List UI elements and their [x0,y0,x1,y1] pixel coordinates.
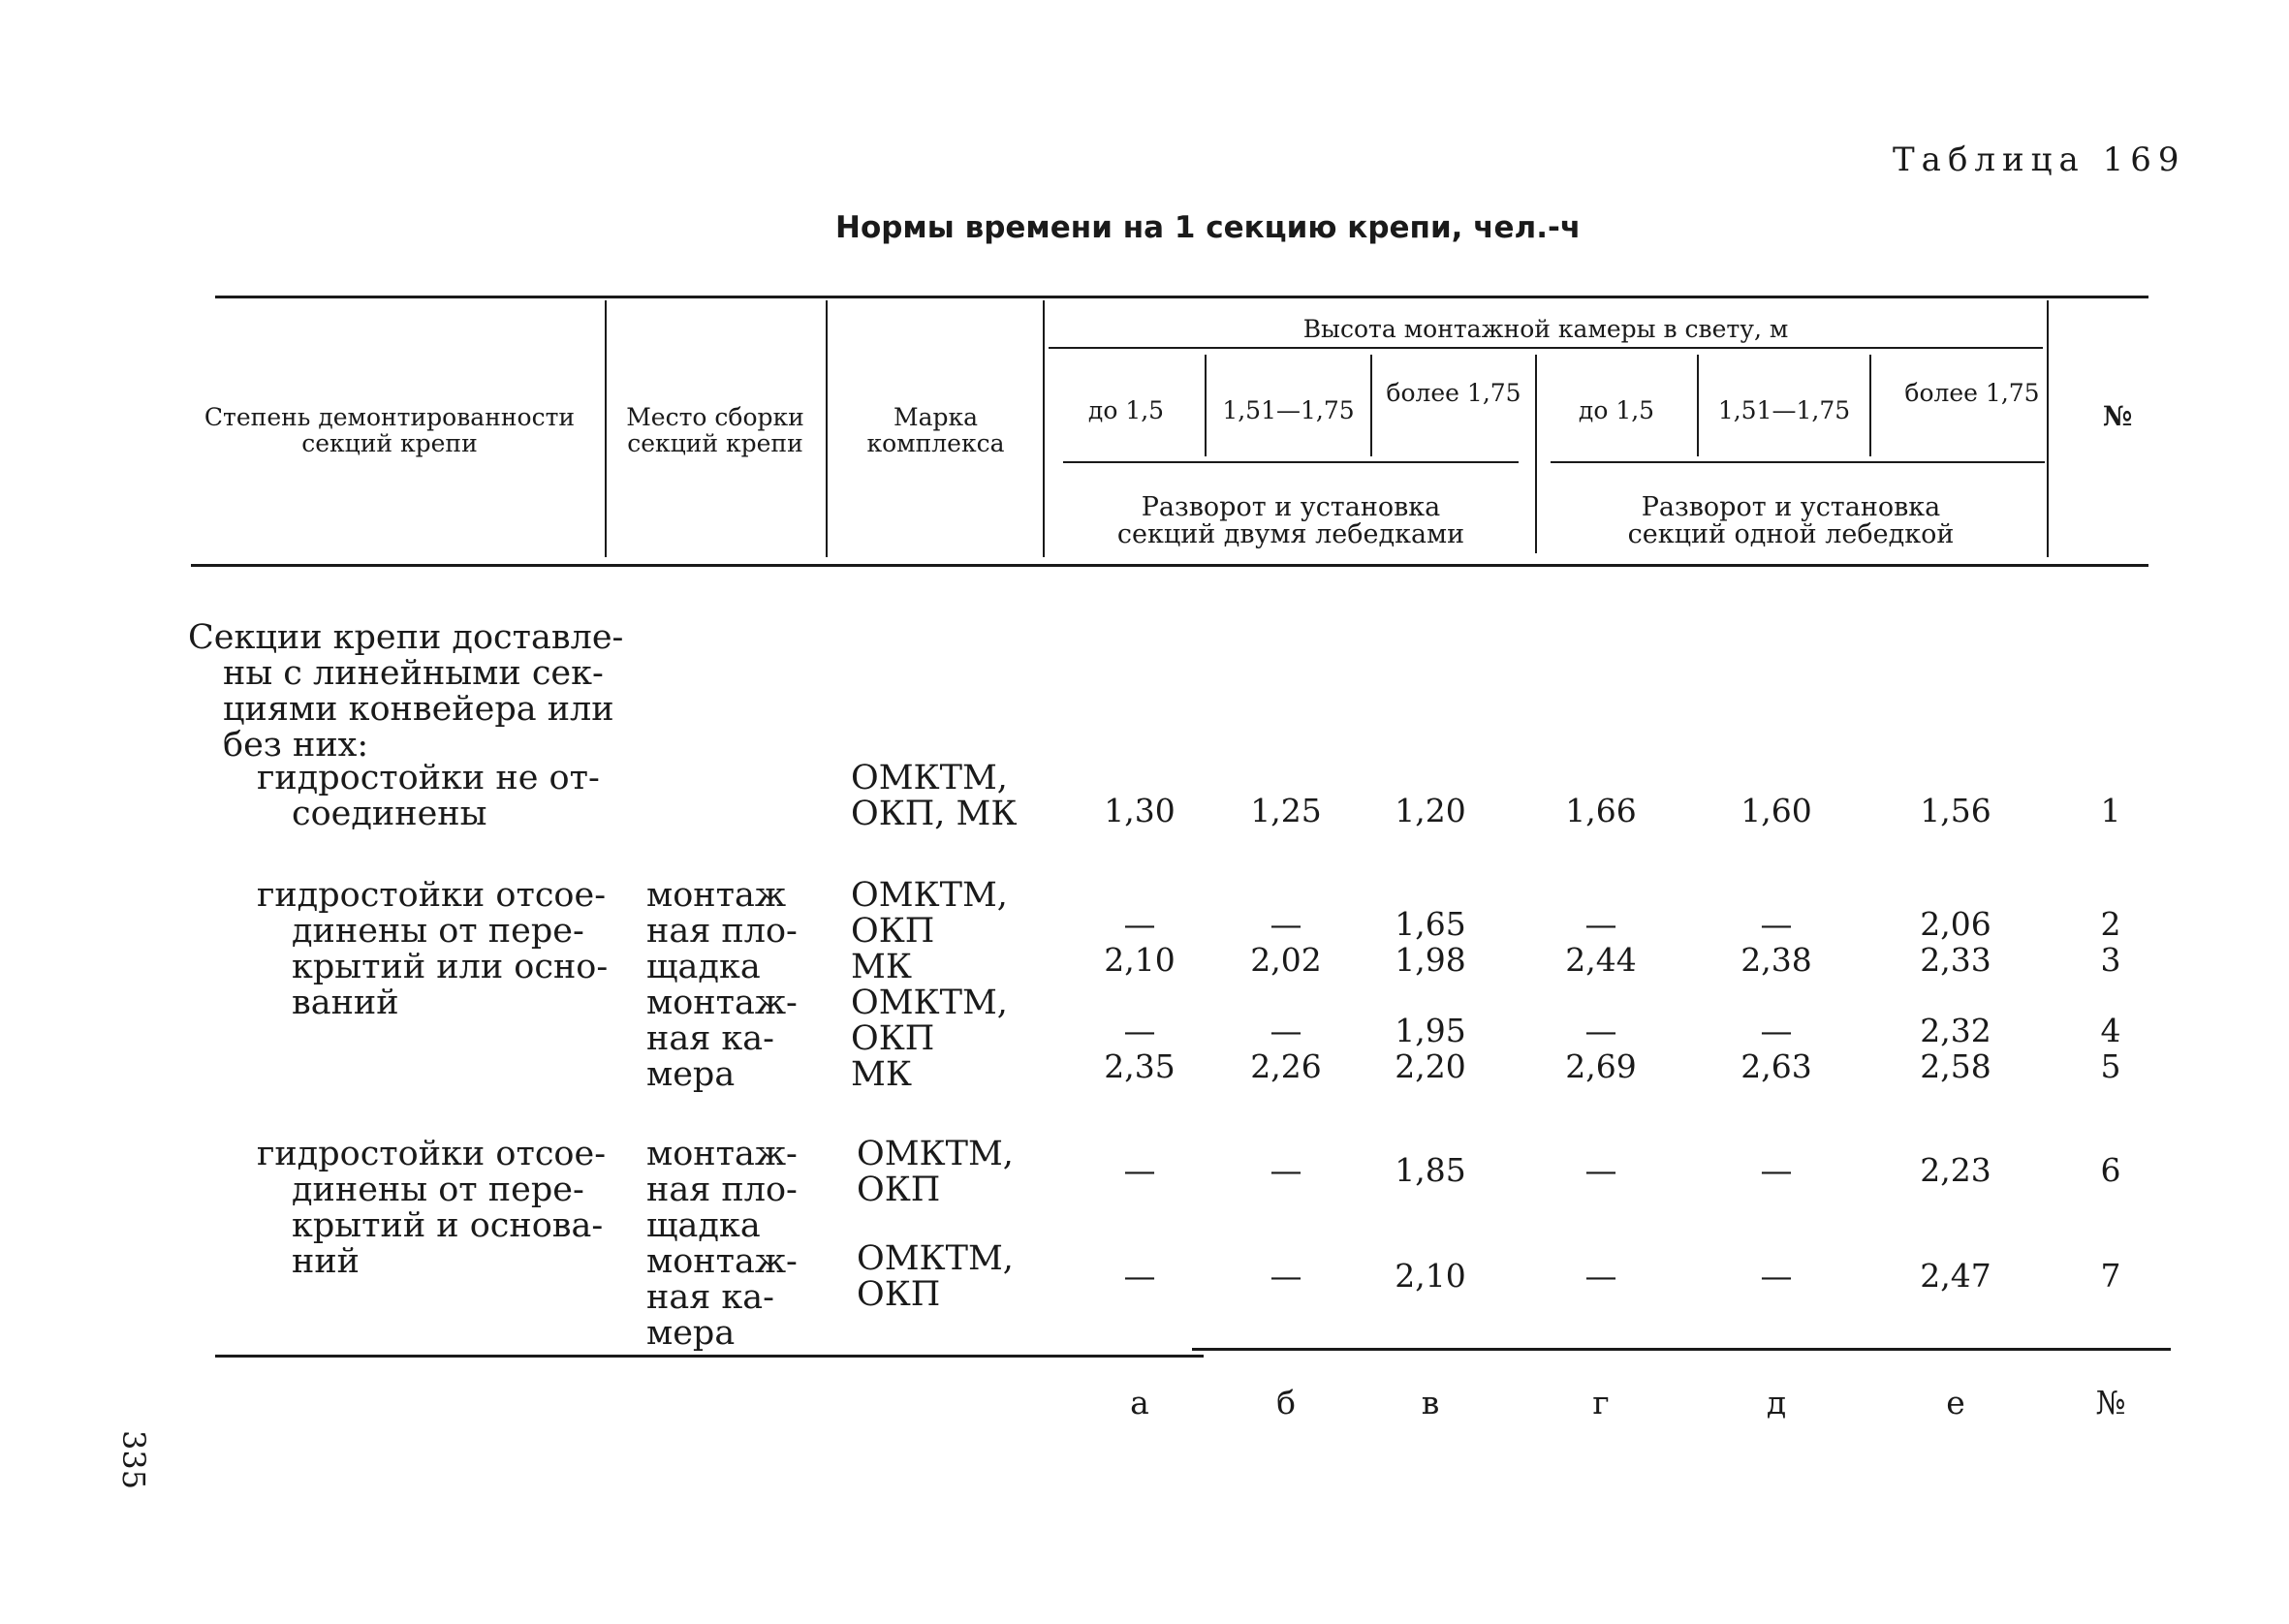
table-cell: 1,25 [1250,792,1322,829]
block3-place: монтаж- ная пло- щадка монтаж- ная ка- мера [646,1135,798,1353]
divider-col1 [605,300,607,557]
table-cell: 2,02 [1250,941,1322,979]
table-title: Нормы времени на 1 секцию крепи, чел.-ч [835,210,1582,245]
table-cell: 2,23 [1920,1151,1991,1189]
page-number: 335 [115,1430,152,1490]
divider-col2 [826,300,828,557]
table-cell: 2,69 [1565,1047,1637,1085]
table-cell: 2,44 [1565,941,1637,979]
table-cell: 1,60 [1740,792,1812,829]
block2-degree: гидростойки отсое- динены от пере- крытий или осно- ваний [257,876,609,1022]
table-cell: — [1270,1257,1302,1295]
right-subgroup-rule [1551,461,2045,463]
table-cell: 2,47 [1920,1257,1991,1295]
row-number: 5 [2100,1047,2121,1085]
divider-group [1535,355,1537,553]
table-cell: 1,30 [1104,792,1176,829]
block3-degree: гидростойки отсое- динены от пере- крытий и основа- ний [257,1135,607,1281]
header-height-group: Высота монтажной камеры в свету, м [1302,315,1789,343]
table-cell: — [1760,905,1793,943]
divider-h1 [1205,355,1207,456]
block3-brands: ОМКТМ, ОКП ОМКТМ, ОКП [857,1135,1014,1314]
table-cell: 1,85 [1395,1151,1466,1189]
block2-place: монтаж ная пло- щадка монтаж- ная ка- мера [646,876,798,1094]
header-top-rule [215,296,2148,298]
table-cell: — [1270,905,1302,943]
table-bottom-rule-right [1192,1348,2171,1351]
column-letter: г [1592,1384,1610,1421]
header-group-one-winch: Разворот и установка секций одной лебедкой [1627,492,1955,549]
column-letter: № [2095,1384,2126,1421]
header-brand: Марка комплекса [866,403,1005,457]
header-height-5: 1,51—1,75 [1717,396,1851,424]
column-letter: б [1276,1384,1296,1421]
column-letter: в [1421,1384,1440,1421]
block2-brands: ОМКТМ, ОКП МК ОМКТМ, ОКП МК [851,876,1008,1094]
table-cell: — [1584,1257,1617,1295]
section-intro: Секции крепи доставле- ны с линейными сек- циями конвейера или без них: [188,618,624,765]
row-number: 1 [2100,792,2121,829]
table-cell: 2,10 [1104,941,1176,979]
table-cell: — [1760,1151,1793,1189]
row-number: 3 [2100,941,2121,979]
table-cell: — [1584,1151,1617,1189]
table-cell: 2,20 [1395,1047,1466,1085]
divider-h5 [1869,355,1871,456]
header-place: Место сборки секций крепи [626,403,804,457]
table-bottom-rule-left [215,1355,1204,1358]
block1-brands: ОМКТМ, ОКП, МК [851,759,1018,833]
table-cell: 1,56 [1920,792,1991,829]
table-cell: 1,66 [1565,792,1637,829]
column-letter: а [1130,1384,1149,1421]
table-cell: 2,58 [1920,1047,1991,1085]
header-height-6: более 1,75 [1904,379,2040,407]
table-cell: — [1123,1151,1156,1189]
divider-h4 [1697,355,1699,456]
row-number: 6 [2100,1151,2121,1189]
table-cell: — [1760,1012,1793,1049]
column-letter: д [1766,1384,1787,1421]
table-cell: — [1270,1151,1302,1189]
table-cell: 2,32 [1920,1012,1991,1049]
table-cell: — [1584,1012,1617,1049]
table-cell: 1,98 [1395,941,1466,979]
header-no: № [2102,400,2133,432]
table-cell: 1,65 [1395,905,1466,943]
column-letter: е [1946,1384,1965,1421]
table-cell: — [1584,905,1617,943]
table-cell: — [1270,1012,1302,1049]
divider-col3 [1043,300,1045,557]
header-height-2: 1,51—1,75 [1222,396,1355,424]
header-height-3: более 1,75 [1386,379,1521,407]
row-number: 4 [2100,1012,2121,1049]
divider-h2 [1370,355,1372,456]
header-bottom-rule [191,564,2148,567]
table-cell: — [1123,1012,1156,1049]
header-degree: Степень демонтированности секций крепи [204,403,576,457]
table-label: Таблица 169 [1893,141,2186,179]
header-height-4: до 1,5 [1578,396,1655,424]
table-cell: 2,10 [1395,1257,1466,1295]
height-group-rule [1049,347,2043,349]
table-cell: — [1760,1257,1793,1295]
table-cell: 1,95 [1395,1012,1466,1049]
row-number: 7 [2100,1257,2121,1295]
table-cell: — [1123,905,1156,943]
table-cell: 2,26 [1250,1047,1322,1085]
block1-degree: гидростойки не от- соединены [257,759,600,833]
header-group-two-winches: Разворот и установка секций двумя лебедками [1116,492,1465,549]
table-cell: 2,38 [1740,941,1812,979]
row-number: 2 [2100,905,2121,943]
table-cell: 2,63 [1740,1047,1812,1085]
divider-no [2047,300,2049,557]
table-cell: 1,20 [1395,792,1466,829]
table-cell: 2,06 [1920,905,1991,943]
table-cell: — [1123,1257,1156,1295]
table-cell: 2,33 [1920,941,1991,979]
table-cell: 2,35 [1104,1047,1176,1085]
left-subgroup-rule [1063,461,1519,463]
header-height-1: до 1,5 [1087,396,1165,424]
